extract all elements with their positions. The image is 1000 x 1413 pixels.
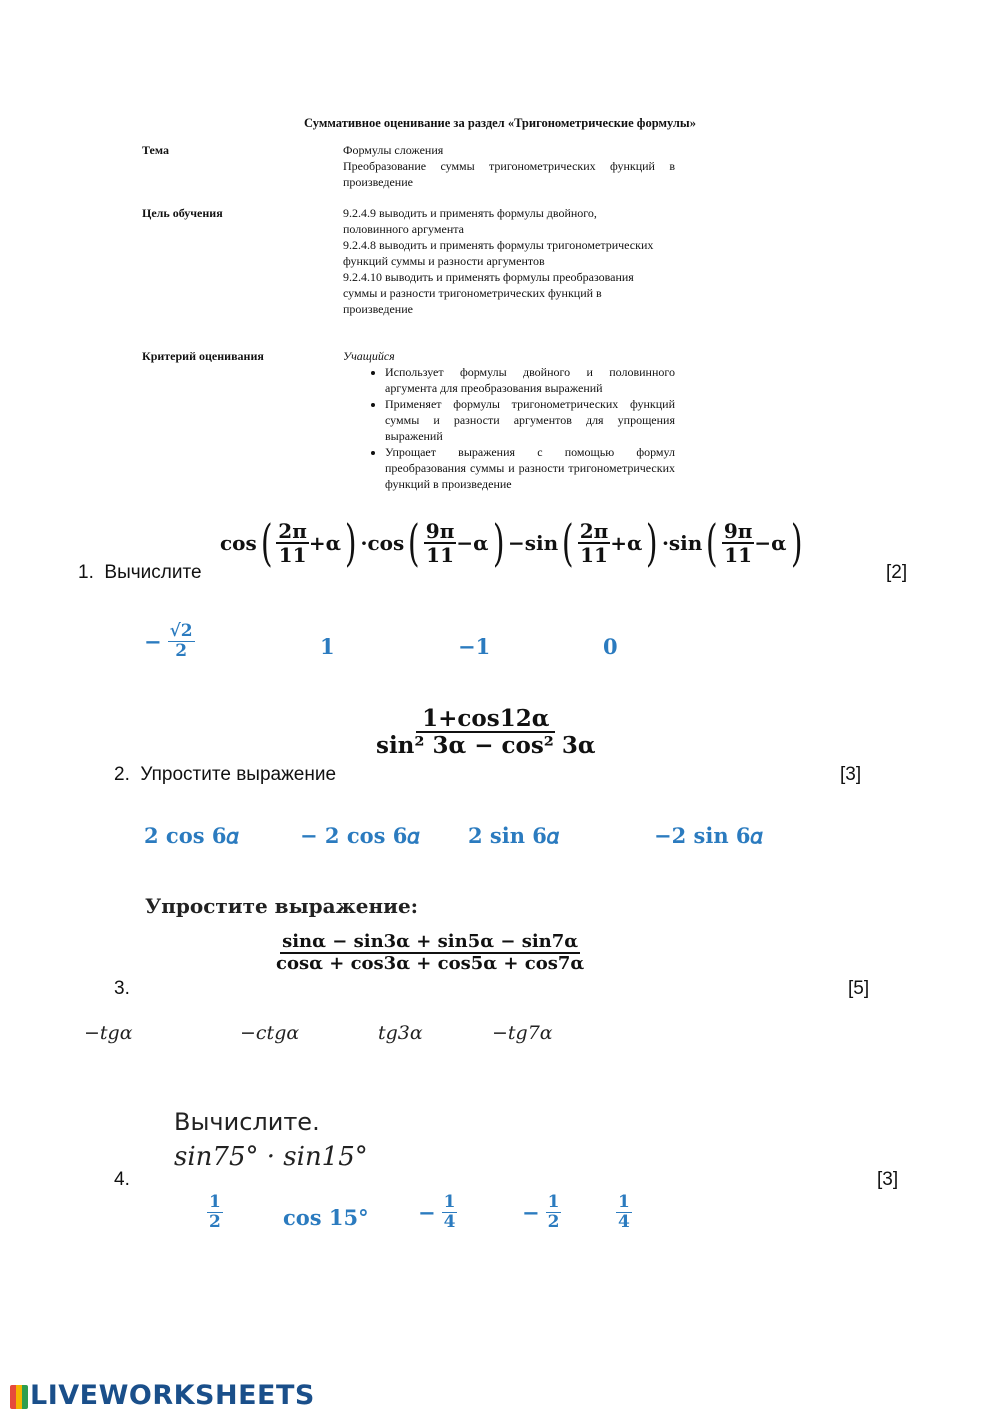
fraction — [276, 932, 584, 974]
math-op: · — [360, 531, 368, 555]
criteria-value — [343, 348, 675, 492]
q4-answer-option-4[interactable] — [522, 1193, 561, 1231]
frac-num: sinα − sin3α + sin5α − sin7α — [282, 931, 579, 952]
liveworksheets-logo[interactable] — [10, 1380, 315, 1411]
question-1-expression — [220, 514, 806, 572]
fraction — [722, 520, 755, 566]
question-1-points: [2] — [886, 562, 908, 583]
logo-text: LIVEWORKSHEETS — [30, 1380, 315, 1411]
q2-answer-option-3[interactable]: 2 sin 6𝛼 — [468, 823, 560, 848]
paren: ) — [344, 514, 357, 572]
fraction — [276, 520, 309, 566]
question-3-expression — [276, 932, 584, 974]
goal-label: Цель обучения — [142, 206, 223, 220]
frac-den: 4 — [443, 1211, 456, 1232]
criteria-list — [343, 364, 675, 492]
math-func: sin — [668, 531, 703, 555]
frac-den: 2 — [175, 640, 188, 661]
question-3-points: [5] — [848, 978, 870, 999]
frac-den: 11 — [278, 543, 307, 567]
math-term: +α — [308, 531, 342, 555]
logo-blocks-icon — [10, 1385, 28, 1409]
q2-answer-option-1[interactable]: 2 cos 6𝛼 — [144, 823, 239, 848]
goal-value — [343, 205, 663, 317]
frac-den: 11 — [580, 543, 608, 567]
fraction — [424, 520, 457, 566]
criteria-item: • Применяет формулы тригонометрических функций суммы и разности аргументов для упрощения выражений — [385, 396, 675, 444]
q3-answer-option-4[interactable]: −𝑡𝑔7𝛼 — [492, 1022, 553, 1044]
question-text: Упростите выражение — [140, 764, 337, 785]
frac-num: 1 — [618, 1192, 630, 1212]
frac-den: sin² 3α − cos² 3α — [376, 732, 596, 760]
sign: − — [418, 1199, 436, 1225]
fraction — [376, 706, 596, 759]
question-text: Вычислите — [104, 562, 202, 583]
question-4-expression: sin75° · sin15° — [174, 1142, 368, 1172]
topic-label: Тема — [142, 143, 169, 157]
fraction — [578, 520, 611, 566]
q2-answer-option-4[interactable]: −2 sin 6𝛼 — [654, 823, 763, 848]
q3-answer-option-2[interactable]: −𝑐𝑡𝑔𝛼 — [240, 1022, 300, 1044]
frac-den: 2 — [209, 1211, 221, 1232]
frac-num: 2π — [579, 519, 609, 543]
q1-answer-option-1[interactable] — [144, 622, 195, 660]
topic-line: Формулы сложения — [343, 143, 444, 157]
question-number: 1. — [78, 562, 94, 583]
criteria-item: • Использует формулы двойного и половинного аргумента для преобразования выражений — [385, 364, 675, 396]
frac-num: √2 — [169, 621, 193, 641]
math-func: sin — [524, 531, 559, 555]
fraction — [168, 622, 195, 660]
q4-answer-option-5[interactable] — [616, 1193, 632, 1231]
q1-answer-option-3[interactable]: −1 — [458, 634, 491, 659]
paren: ) — [492, 514, 505, 572]
topic-value — [343, 142, 675, 190]
criteria-item: • Упрощает выражения с помощью формул преобразования суммы и разности тригонометрических функций в произведение — [385, 444, 675, 492]
paren: ( — [706, 514, 718, 572]
q3-answer-option-1[interactable]: −𝑡𝑔𝛼 — [84, 1022, 133, 1044]
frac-num: 1 — [547, 1192, 560, 1212]
question-4-number: 4. — [114, 1169, 130, 1190]
criteria-label: Критерий оценивания — [142, 349, 264, 363]
frac-den: 4 — [618, 1211, 630, 1232]
sign: − — [144, 628, 162, 654]
math-term: −α — [754, 531, 787, 555]
paren: ( — [260, 514, 273, 572]
q2-answer-option-2[interactable]: − 2 cos 6𝛼 — [300, 823, 420, 848]
document-title: Суммативное оценивание за раздел «Тригонометрические формулы» — [304, 116, 696, 130]
question-4-heading: Вычислите. — [174, 1108, 320, 1136]
fraction — [616, 1193, 632, 1231]
frac-den: 2 — [547, 1211, 560, 1232]
paren: ( — [408, 514, 420, 572]
math-term: +α — [610, 531, 643, 555]
question-2-points: [3] — [840, 764, 862, 785]
question-number: 2. — [114, 764, 130, 785]
math-op: · — [661, 531, 669, 555]
frac-den: 11 — [724, 543, 753, 567]
question-2-expression — [376, 706, 596, 759]
q4-answer-option-1[interactable] — [207, 1193, 223, 1231]
math-func: cos — [220, 531, 257, 555]
fraction — [546, 1193, 562, 1231]
frac-num: 1 — [443, 1192, 456, 1212]
math-term: −α — [456, 531, 489, 555]
frac-den: cosα + cos3α + cos5α + cos7α — [276, 952, 585, 974]
question-4-points: [3] — [877, 1169, 899, 1190]
paren: ) — [646, 514, 659, 572]
frac-num: 1+cos12α — [416, 706, 555, 733]
q4-answer-option-3[interactable] — [418, 1193, 457, 1231]
fraction — [207, 1193, 223, 1231]
frac-num: 9π — [425, 519, 455, 543]
q4-answer-option-2[interactable]: cos 15° — [283, 1205, 369, 1230]
paren: ) — [790, 514, 803, 572]
question-2-label — [114, 764, 336, 786]
fraction — [442, 1193, 458, 1231]
math-func: cos — [367, 531, 405, 555]
question-1-label — [78, 562, 202, 584]
goal-line: 9.2.4.9 выводить и применять формулы двойного, половинного аргумента — [343, 206, 597, 236]
goal-line: 9.2.4.10 выводить и применять формулы преобразования суммы и разности тригонометрических функций в произведение — [343, 270, 634, 316]
frac-num: 1 — [209, 1192, 221, 1212]
topic-line: Преобразование суммы тригонометрических функций в произведение — [343, 159, 675, 189]
frac-den: 11 — [426, 543, 454, 567]
q3-answer-option-3[interactable]: 𝑡𝑔3𝛼 — [378, 1022, 423, 1044]
frac-num: 2π — [278, 519, 307, 543]
math-op: − — [508, 531, 525, 555]
sign: − — [522, 1199, 540, 1225]
q1-answer-option-4[interactable]: 0 — [603, 634, 618, 659]
paren: ( — [562, 514, 574, 572]
criteria-intro: Учащийся — [343, 349, 395, 363]
frac-num: 9π — [723, 519, 753, 543]
question-3-heading: Упростите выражение: — [145, 894, 419, 918]
q1-answer-option-2[interactable]: 1 — [320, 634, 335, 659]
goal-line: 9.2.4.8 выводить и применять формулы тригонометрических функций суммы и разности аргументов — [343, 238, 654, 268]
question-3-number: 3. — [114, 978, 130, 999]
